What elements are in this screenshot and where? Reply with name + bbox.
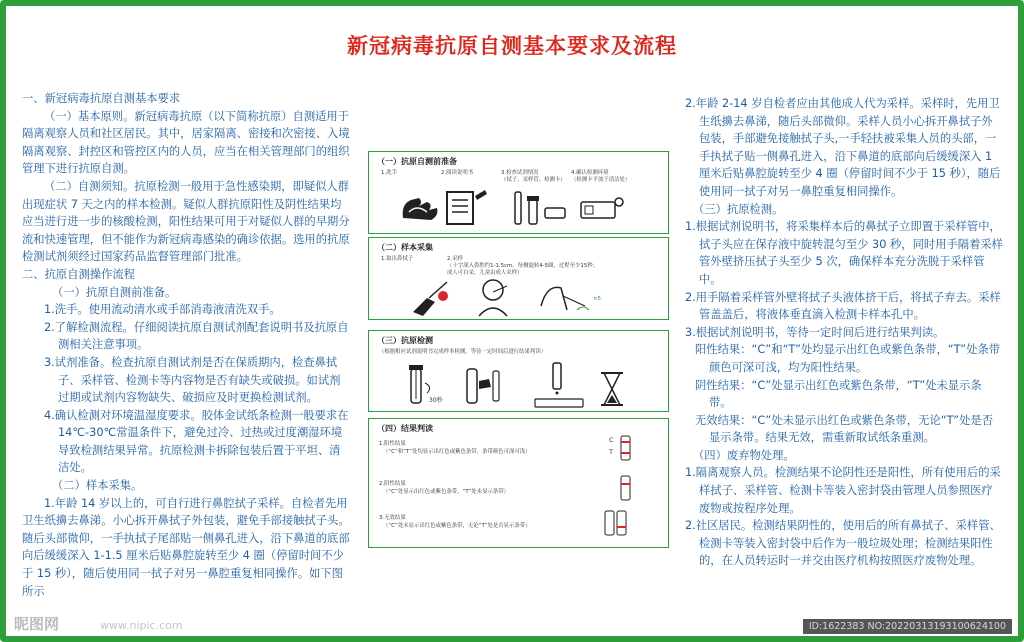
negative-strip-icon — [619, 475, 633, 501]
result-desc-negative: （“C”处显示出红色或紫色条带，“T”处未显示条带） — [383, 489, 510, 495]
invalid-strips-icon — [603, 509, 637, 539]
c-label: C — [609, 436, 614, 444]
step-label: 1.取出鼻拭子 — [381, 256, 414, 262]
positive-strip-icon — [619, 435, 633, 461]
watermark-id: ID:1622383 NO:20220313193100624100 — [803, 619, 1012, 634]
panel-heading: （二）样本采集 — [377, 243, 433, 252]
panel-sampling — [368, 237, 669, 320]
panel-subtitle: （根据相应试剂说明书完成样本检测，等待一定时间后进行结果判读） — [379, 349, 547, 355]
left-text-column — [22, 90, 350, 600]
rotation-count: ×5 — [593, 296, 601, 302]
watermark-site: www.nipic.com — [100, 619, 183, 632]
step-label: 2.采样 （十字深入鼻腔约1-1.5cm，每侧旋转4-5圈，过程至少15秒； 成人可自采，儿童由成人采样） — [447, 256, 599, 276]
paragraph: （二）自测须知。抗原检测一般用于急性感染期，即疑似人群出现症状 7 天之内的样本检测。疑似人群抗原阳性及阴性结果均应当进行进一步的核酸检测，阳性结果可用于对疑似人群的早期分流和快速管理，但不能作为新冠病毒感染的确诊依据。选用的抗原检测试剂须经过国家药品监督管理部门批准。 — [22, 179, 350, 264]
numbered-item: 4.确认检测对环境温湿度要求。胶体金试纸条检测一般要求在 14℃-30℃常温条件下，避免过冷、过热或过度潮湿环境导致检测结果异常。抗原检测卡拆除包装后置于平坦、清洁处。 — [44, 408, 349, 475]
hourglass-icon — [597, 369, 627, 409]
subsection-heading: （一）抗原自测前准备。 — [52, 285, 177, 299]
rotate-swab-icon — [537, 276, 597, 318]
result-title-positive: 1.阳性结果 — [379, 441, 406, 447]
numbered-item: 1.隔离观察人员。检测结果不论阴性还是阳性，所有使用后的采样拭子、采样管、检测卡等装入密封袋由管理人员参照医疗废物或按程序处理。 — [685, 466, 1001, 515]
step-label: 2.阅读说明书 — [441, 170, 474, 176]
result-title-invalid: 3.无效结果 — [379, 515, 406, 521]
panel-preparation — [368, 151, 669, 234]
numbered-item: 3.试剂准备。检查抗原自测试剂是否在保质期内，检查鼻拭子、采样管、检测卡等内容物是否有缺失或破损。如试剂过期或试剂内容物缺失、破损应及时更换检测试剂。 — [44, 355, 341, 405]
panel-heading: （三）抗原检测 — [377, 336, 433, 345]
subsection-heading: （三）抗原检测。 — [693, 202, 784, 216]
panel-testing — [368, 330, 669, 412]
t-label: T — [609, 448, 613, 456]
panel-heading: （一）抗原自测前准备 — [377, 157, 457, 166]
subsection-heading: （四）废弃物处理。 — [693, 448, 795, 462]
section-heading: 二、抗原自测操作流程 — [22, 267, 135, 281]
result-description: 无效结果：“C”处未显示出红色或紫色条带，无论“T”处是否显示条带。结果无效，需重新取试纸条重测。 — [695, 413, 993, 445]
panel-result-reading — [368, 418, 669, 548]
manual-icon — [443, 188, 489, 228]
subsection-heading: （二）样本采集。 — [52, 479, 143, 493]
drop-on-card-icon — [529, 361, 589, 409]
numbered-item: 1.洗手。使用流动清水或手部消毒液清洗双手。 — [44, 303, 281, 317]
test-kit-icon — [509, 190, 569, 228]
step-label: 3.检查试剂情况 （拭子、采样管、检测卡） — [501, 170, 566, 183]
result-description: 阳性结果：“C”和“T”处均显示出红色或紫色条带，“T”处条带颜色可深可浅，均为阳性结果。 — [695, 343, 1001, 374]
result-desc-positive: （“C”和“T”处均显示出红色或紫色条带，条带颜色可深可浅） — [383, 449, 531, 455]
panel-heading: （四）结果判读 — [377, 424, 433, 433]
take-swab-icon — [409, 278, 453, 318]
step-label: 1.洗手 — [381, 170, 397, 176]
section-heading: 一、新冠病毒抗原自测基本要求 — [22, 92, 181, 105]
numbered-item: 1.根据试剂说明书，将采集样本后的鼻拭子立即置于采样管中，拭子头应在保存液中旋转混匀至少 30 秒，同时用手隔着采样管外壁挤压拭子头至少 5 次，确保样本充分洗脱于采样管中。 — [685, 220, 1003, 286]
page-title: 新冠病毒抗原自测基本要求及流程 — [347, 34, 677, 58]
step-label: 4.确认检测环境 （检测卡平放于清洁处） — [571, 170, 631, 183]
watermark-logo: 昵图网 — [14, 615, 60, 633]
result-description: 阴性结果：“C”处显示出红色或紫色条带，“T”处未显示条带。 — [695, 378, 982, 410]
squeeze-tube-icon — [459, 363, 507, 409]
numbered-item: 2.年龄 2-14 岁自检者应由其他成人代为采样。采样时，先用卫生纸擤去鼻涕，随后头部微仰。采样人员小心拆开鼻拭子外包装，手部避免接触拭子头,一手轻扶被采集人员的头部，一手执拭子贴一侧鼻孔进入，沿下鼻道的底部向后缓缓深入 1 厘米后贴鼻腔旋转至少 4 圈（停留时间不少于 15 秒），随后使用同一拭子对另一鼻腔重复相同操作。 — [685, 97, 1001, 198]
numbered-item: 2.社区居民。检测结果阴性的，使用后的所有鼻拭子、采样管、检测卡等装入密封袋中后作为一般垃圾处理；检测结果阳性的，在人员转运时一并交由医疗机构按照医疗废物处理。 — [685, 519, 1001, 568]
right-text-column — [685, 95, 1003, 570]
paragraph: （一）基本原则。新冠病毒抗原（以下简称抗原）自测适用于隔离观察人员和社区居民。其中，居家隔离、密接和次密接、入境隔离观察、封控区和管控区内的人员，应当在相关管理部门的组织管理下进行抗原自测。 — [22, 109, 350, 176]
result-desc-invalid: （“C”处未显示出红色或紫色条带，无论“T”处是否显示条带） — [383, 523, 531, 529]
time-label: 30秒 — [429, 397, 443, 404]
result-title-negative: 2.阴性结果 — [379, 481, 406, 487]
numbered-item: 2.用手隔着采样管外壁将拭子头液体挤干后，将拭子弃去。采样管盖盖后，将液体垂直滴入检测卡样本孔中。 — [685, 290, 1001, 322]
paragraph: 1.年龄 14 岁以上的，可自行进行鼻腔拭子采样。自检者先用卫生纸擤去鼻涕。小心拆开鼻拭子外包装，避免手部接触拭子头。随后头部微仰，一手执拭子尾部贴一侧鼻孔进入，沿下鼻道的底部向后缓缓深入 1-1.5 厘米后贴鼻腔旋转至少 4 圈（停留时间不少于 15 秒），随后使用同一拭子对另一鼻腔重复相同操作。如下图所示 — [22, 496, 350, 598]
flat-surface-icon — [577, 192, 627, 226]
numbered-item: 3.根据试剂说明书，等待一定时间后进行结果判读。 — [685, 325, 945, 339]
nasal-swab-head-icon — [473, 276, 513, 318]
numbered-item: 2.了解检测流程。仔细阅读抗原自测试剂配套说明书及抗原自测相关注意事项。 — [44, 320, 349, 352]
wash-hands-icon — [397, 190, 441, 226]
